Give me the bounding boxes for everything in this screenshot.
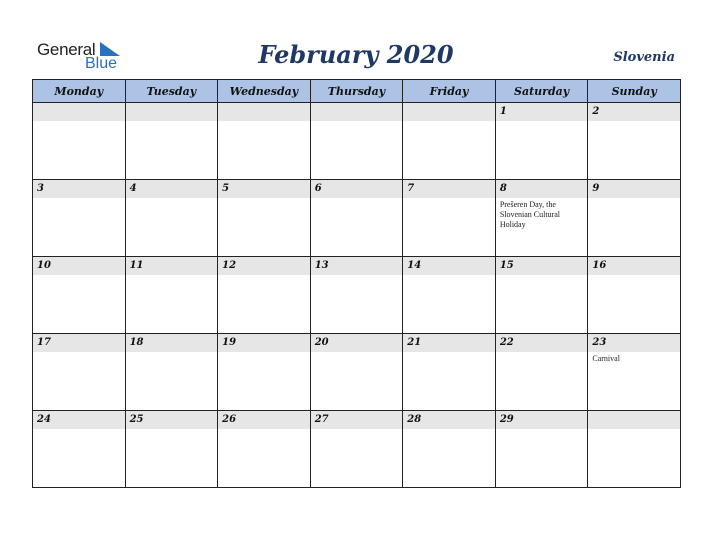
- day-cell: [125, 257, 218, 334]
- day-number: 21: [403, 334, 495, 352]
- day-number: [588, 411, 680, 429]
- day-number: [126, 103, 218, 121]
- weekday-header: Friday: [403, 80, 496, 103]
- day-number: 8: [496, 180, 588, 198]
- day-number: 2: [588, 103, 680, 121]
- week-row: [33, 411, 681, 488]
- day-cell: [310, 103, 403, 180]
- weekday-header: Tuesday: [125, 80, 218, 103]
- day-number: 14: [403, 257, 495, 275]
- day-cell: [218, 180, 311, 257]
- day-cell: [403, 411, 496, 488]
- day-cell: [495, 180, 588, 257]
- day-cell: [33, 334, 126, 411]
- day-number: 1: [496, 103, 588, 121]
- day-number: 18: [126, 334, 218, 352]
- day-cell: [588, 334, 681, 411]
- day-cell: [495, 411, 588, 488]
- day-number: 4: [126, 180, 218, 198]
- day-number: 10: [33, 257, 125, 275]
- day-number: [311, 103, 403, 121]
- calendar-grid: [32, 79, 681, 488]
- week-row: [33, 180, 681, 257]
- week-row: [33, 103, 681, 180]
- logo-text-general: General: [37, 40, 96, 59]
- day-number: 15: [496, 257, 588, 275]
- day-cell: [403, 257, 496, 334]
- day-number: [403, 103, 495, 121]
- country-label: Slovenia: [613, 50, 675, 65]
- day-cell: [403, 334, 496, 411]
- logo-text-blue: Blue: [85, 55, 118, 72]
- day-number: 26: [218, 411, 310, 429]
- day-number: 27: [311, 411, 403, 429]
- day-number: 6: [311, 180, 403, 198]
- day-cell: [588, 411, 681, 488]
- day-cell: [33, 411, 126, 488]
- day-number: 11: [126, 257, 218, 275]
- day-cell: [125, 103, 218, 180]
- day-cell: [588, 180, 681, 257]
- day-cell: [403, 180, 496, 257]
- day-cell: [218, 411, 311, 488]
- day-cell: [310, 180, 403, 257]
- day-number: 16: [588, 257, 680, 275]
- day-cell: [33, 103, 126, 180]
- week-row: [33, 334, 681, 411]
- day-cell: [33, 180, 126, 257]
- day-number: 22: [496, 334, 588, 352]
- weekday-header: Sunday: [588, 80, 681, 103]
- holiday-event: Carnival: [592, 354, 620, 363]
- day-cell: [125, 180, 218, 257]
- day-number: 25: [126, 411, 218, 429]
- day-cell: [125, 411, 218, 488]
- day-cell: [218, 257, 311, 334]
- day-cell: [495, 257, 588, 334]
- day-cell: [310, 334, 403, 411]
- day-number: 17: [33, 334, 125, 352]
- day-number: [33, 103, 125, 121]
- day-cell: [495, 103, 588, 180]
- day-number: 28: [403, 411, 495, 429]
- day-number: [218, 103, 310, 121]
- day-cell: [218, 334, 311, 411]
- day-number: 3: [33, 180, 125, 198]
- day-cell: [310, 257, 403, 334]
- day-number: 24: [33, 411, 125, 429]
- day-number: 12: [218, 257, 310, 275]
- day-number: 13: [311, 257, 403, 275]
- weekday-header: Saturday: [495, 80, 588, 103]
- day-number: 19: [218, 334, 310, 352]
- day-cell: [403, 103, 496, 180]
- day-number: 29: [496, 411, 588, 429]
- day-cell: [125, 334, 218, 411]
- day-number: 5: [218, 180, 310, 198]
- week-row: [33, 257, 681, 334]
- day-number: 20: [311, 334, 403, 352]
- day-cell: [310, 411, 403, 488]
- day-number: 23: [588, 334, 680, 352]
- day-cell: [218, 103, 311, 180]
- day-cell: [588, 103, 681, 180]
- holiday-event: Prešeren Day, the Slovenian Cultural Holiday: [499, 200, 561, 229]
- day-cell: [588, 257, 681, 334]
- weekday-header-row: [33, 80, 681, 103]
- day-number: 9: [588, 180, 680, 198]
- weekday-header: Wednesday: [218, 80, 311, 103]
- weekday-header: Thursday: [310, 80, 403, 103]
- day-cell: [33, 257, 126, 334]
- day-number: 7: [403, 180, 495, 198]
- calendar-title: February 2020: [258, 40, 454, 69]
- day-cell: [495, 334, 588, 411]
- weekday-header: Monday: [33, 80, 126, 103]
